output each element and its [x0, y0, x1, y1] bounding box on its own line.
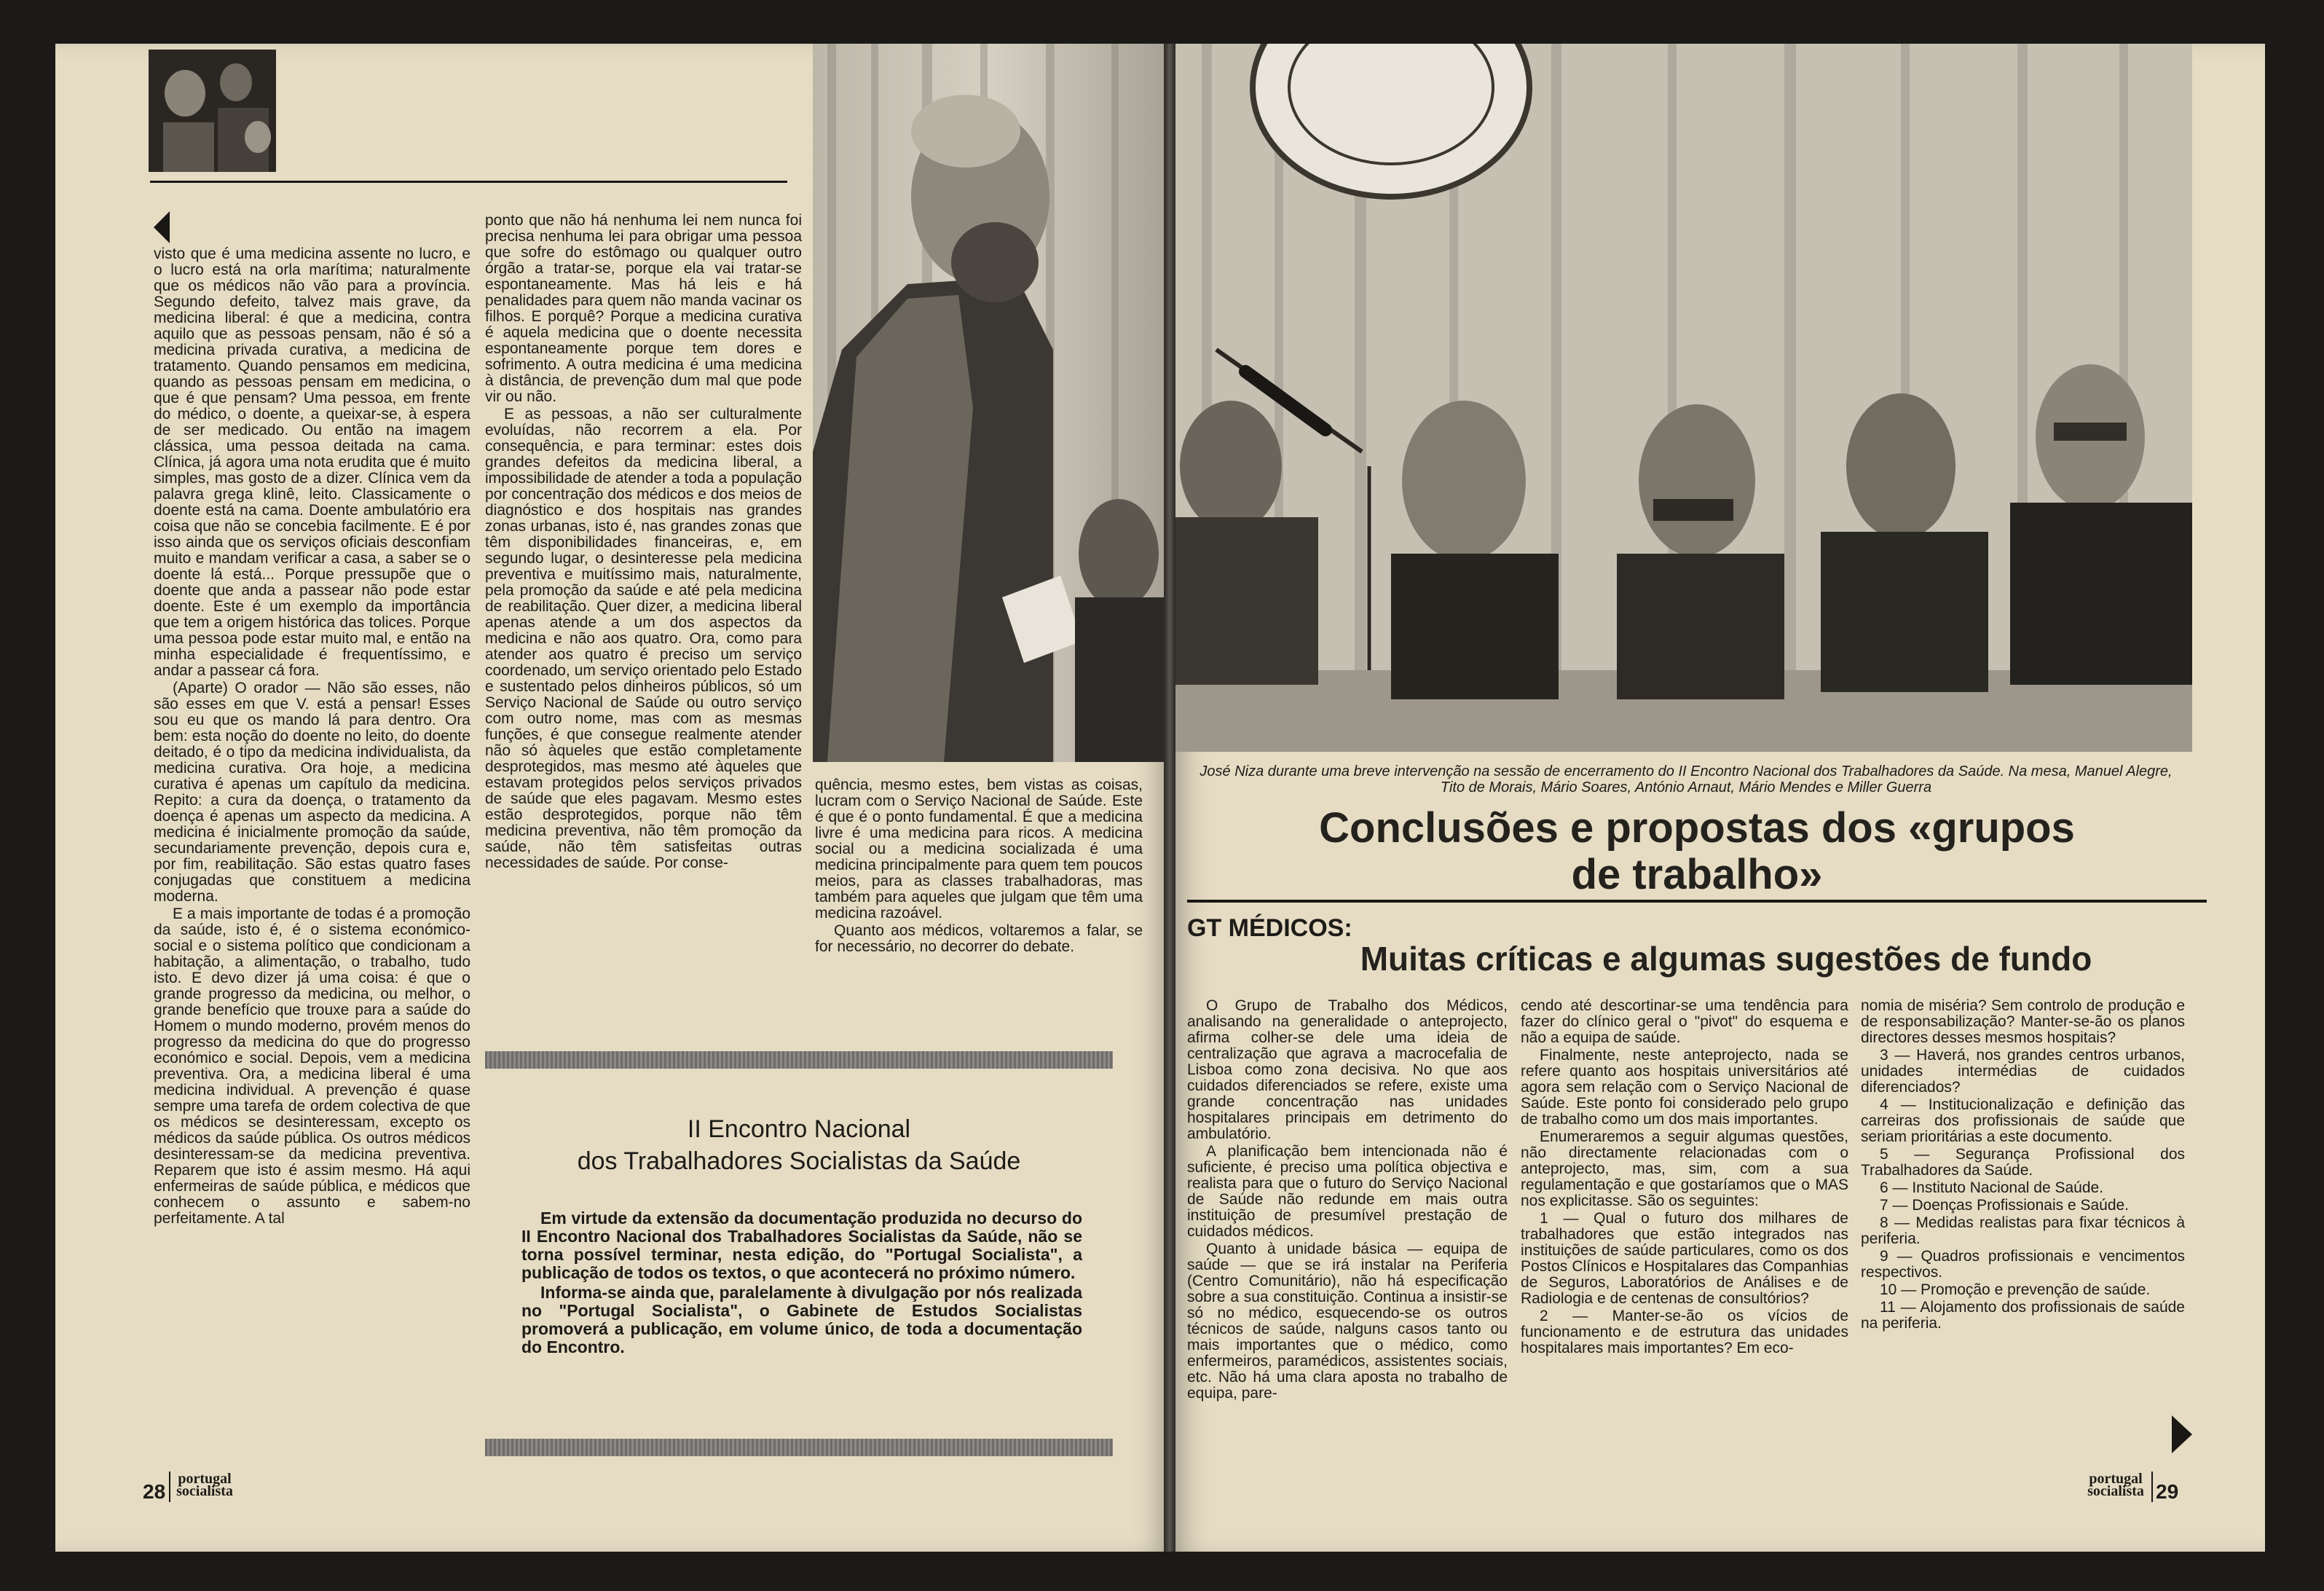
page-number-right: 29 [2156, 1480, 2179, 1503]
photo-caption: José Niza durante uma breve intervenção na sessão de encerramento do II Encontro Nacional dos Trabalhadores da Saúde. Na mesa, Manuel Alegre, Tito de Morais, Mário Soares, António Arnaut, Mário Mendes e Miller Guerra [1200, 763, 2173, 796]
right-col2-para-4: 1 — Qual o futuro dos milhares de trabalhadores que estão integrados nas instituições de saúde particulares, como os dos Postos Clínicos e Hospitalares das Companhias de Seguros, Laboratórios de Análises e de Radiologia e de centenas de consultórios? [1521, 1210, 1848, 1307]
box-title-line-1: II Encontro Nacional [687, 1115, 911, 1143]
right-col1-para-1: O Grupo de Trabalho dos Médicos, analisando na generalidade o anteprojecto, afirma colher-se dele uma ideia de centralização que agrava a macrocefalia de Lisboa como zona decisiva. No que aos cuidados diferenciados se refere, existe uma grande concentração nas unidades hospitalares principais em detrimento do ambulatório. [1187, 997, 1508, 1142]
right-col3-para-1: nomia de miséria? Sem controlo de produção e de responsabilização? Manter-se-ão os planos directores desses mesmos hospitais? [1861, 997, 2185, 1046]
box-para-1: Em virtude da extensão da documentação produzida no decurso do II Encontro Nacional dos Trabalhadores Socialistas da Saúde, não se torna possível terminar, nesta edição, do "Portugal Socialista", a publicação de todos os textos, o que acontecerá no próximo número. [521, 1209, 1082, 1282]
subheadline: Muitas críticas e algumas sugestões de fundo [1360, 940, 2092, 978]
small-photo [149, 50, 276, 172]
main-headline-line-1: Conclusões e propostas dos «grupos [1319, 804, 2075, 852]
right-col3-para-9: 10 — Promoção e prevenção de saúde. [1880, 1281, 2151, 1298]
right-col2-para-3: Enumeraremos a seguir algumas questões, não directamente relacionadas com o anteprojecto, mas, sim, com a sua regulamentação e que gostaríamos que o MAS nos explicitasse. São os seguintes: [1521, 1128, 1848, 1209]
box-title-line-2: dos Trabalhadores Socialistas da Saúde [577, 1147, 1021, 1175]
right-col1-para-2: A planificação bem intencionada não é suficiente, é preciso uma política objectiva e realista para que o futuro do Serviço Nacional de Saúde não redunde em mais outra instituição de presumível prestação de cuidados médicos. [1187, 1143, 1508, 1240]
main-headline [1173, 805, 2221, 898]
page-number-left: 28 [143, 1480, 166, 1503]
left-col1-para-2: (Aparte) O orador — Não são esses, não são esses em que V. está a pensar! Esses sou eu que os mando lá para dentro. Ora bem: esta noção do doente no leito, do doente deitado, é o tipo da medicina individualista, da medicina curativa. Ora hoje, a medicina curativa é apenas um capítulo da medicina. Repito: a cura da doença, o tratamento da doença é apenas um aspecto da medicina. A medicina é inicialmente promoção da saúde, secundariamente prevenção, depois cura e, por fim, reabilitação. São estas quatro fases conjugadas que constituem a medicina moderna. [154, 680, 470, 905]
right-col3-para-10: 11 — Alojamento dos profissionais de saúde na periferia. [1861, 1299, 2185, 1332]
headline-rule [1187, 900, 2207, 903]
spine [1164, 44, 1175, 1552]
box-bottom-band [485, 1439, 1113, 1456]
left-page [55, 44, 1170, 1552]
main-headline-line-2: de trabalho» [1571, 851, 1823, 898]
continue-arrow-left-icon [154, 211, 170, 243]
box-top-band [485, 1051, 1113, 1069]
right-col3-para-8: 9 — Quadros profissionais e vencimentos respectivos. [1861, 1248, 2185, 1281]
main-photo-left [813, 44, 1170, 762]
left-column-1 [154, 246, 470, 1506]
left-col3-para-1: quência, mesmo estes, bem vistas as coisas, lucram com o Serviço Nacional de Saúde. Este é que é o ponto fundamental. É que a medicina livre é uma medicina para ricos. A medicina social ou a medicina socializada é uma medicina principalmente para quem tem poucos meios, para as classes trabalhadoras, mas também para aqueles que julgam que têm uma medicina razoável. [815, 777, 1143, 922]
right-col3-para-3: 4 — Institucionalização e definição das carreiras dos profissionais de saúde que seriam prioritárias a este documento. [1861, 1096, 2185, 1145]
right-col3-para-4: 5 — Segurança Profissional dos Trabalhadores da Saúde. [1861, 1146, 2185, 1179]
small-photo-image [149, 50, 276, 172]
section-label: GT MÉDICOS: [1187, 914, 1352, 942]
right-column-1 [1187, 998, 1508, 1501]
right-column-2 [1521, 998, 1848, 1501]
left-column-2 [485, 213, 802, 1058]
box-title [485, 1113, 1113, 1177]
right-col2-para-1: cendo até descortinar-se uma tendência para fazer do clínico geral o "pivot" do esquema e não a equipa de saúde. [1521, 997, 1848, 1046]
right-col2-para-5: 2 — Manter-se-ão os vícios de funcionamento e de estrutura das unidades hospitalares mais importantes? Em eco- [1521, 1308, 1848, 1356]
right-col3-para-6: 7 — Doenças Profissionais e Saúde. [1880, 1197, 2130, 1214]
left-col1-para-3: E a mais importante de todas é a promoção da saúde, isto é, é o sistema económico-social e o sistema político que condicionam a habitação, a alimentação, o trabalho, tudo isto. E devo dizer já uma coisa: é que o grande progresso da medicina, ou melhor, o grande benefício que trouxe para a saúde do Homem o mundo moderno, provém menos do progresso da medicina do que do progresso económico e social. Depois, vem a medicina preventiva. Ora, a medicina liberal é uma medicina individual. A prevenção é quase sempre uma tarefa de ordem colectiva de que os médicos se desinteressam, excepto os médicos da saúde pública. Os outros médicos desinteressam-se da medicina preventiva. Reparem que isto é assim mesmo. Há aqui enfermeiras de saúde pública, e médicos que conhecem o assunto e sabem-no perfeitamente. A tal [154, 906, 470, 1227]
footer-divider-left [169, 1472, 170, 1502]
left-col2-para-2: E as pessoas, a não ser culturalmente evoluídas, não recorrem a ela. Por consequência, e para terminar: estes dois grandes defeitos da medicina liberal, a impossibilidade de atender a toda a população por concentração dos médicos e dos meios de diagnóstico e dos hospitais nas grandes zonas urbanas, isto é, nas grandes zonas que têm disponibilidades financeiras, e, em segundo lugar, o desinteresse pela medicina preventiva e muitíssimo mais, naturalmente, pela promoção da saúde e até pela medicina de reabilitação. Quer dizer, a medicina liberal apenas atende a um dos aspectos da medicina e não aos quatro. Ora, como para atender aos quatro é preciso um serviço coordenado, um serviço orientado pelo Estado e sustentado pelos dinheiros públicos, só um Serviço Nacional de Saúde ou outro serviço com outro nome, mas com as mesmas funções, é que consegue realmente atender não só àqueles que estão completamente desprotegidos, mas mesmo até àqueles que estavam protegidos pelos serviços privados de saúde que eles pagavam. Mesmo estes estão desprotegidos, porque não têm medicina preventiva, não têm promoção da saúde, não têm satisfeitas outras necessidades de saúde. Por conse- [485, 406, 802, 871]
footer-divider-right [2151, 1472, 2153, 1502]
magazine-logo-right: portugal socialista [2087, 1471, 2144, 1499]
box-para-2: Informa-se ainda que, paralelamente à divulgação por nós realizada no "Portugal Socialista", o Gabinete de Estudos Socialistas promoverá a publicação, em volume único, de toda a documentação do Encontro. [521, 1283, 1082, 1356]
left-col2-para-1: ponto que não há nenhuma lei nem nunca foi precisa nenhuma lei para obrigar uma pessoa que sofre do estômago ou qualquer outro órgão a tratar-se, porque ela vai tratar-se espontaneamente. Mas há leis e há penalidades para quem não manda vacinar os filhos. E porquê? Porque a medicina curativa é aquela medicina que o doente necessita espontaneamente porque tem dores e sofrimento. A outra medicina é uma medicina à distância, de prevenção dum mal que pode vir ou não. [485, 212, 802, 405]
right-col1-para-3: Quanto à unidade básica — equipa de saúde — que se irá instalar na Periferia (Centro Comunitário), não há especificação sobre a sua constituição. Continua a insistir-se só no médico, esquecendo-se os outros técnicos de saúde, nalguns casos tanto ou mais importantes que o médico, como enfermeiros, paramédicos, assistentes sociais, etc. Não há uma clara aposta no trabalho de equipa, pare- [1187, 1241, 1508, 1402]
right-col3-para-7: 8 — Medidas realistas para fixar técnicos à periferia. [1861, 1214, 2185, 1247]
main-photo-right [1173, 44, 2192, 752]
top-rule-left [150, 181, 787, 183]
right-col2-para-2: Finalmente, neste anteprojecto, nada se refere quanto aos hospitais universitários até agora sem relação com o Serviço Nacional de Saúde. Este ponto foi considerado pelo grupo de trabalho como um dos mais importantes. [1521, 1047, 1848, 1128]
box-text [521, 1209, 1082, 1358]
right-column-3 [1861, 998, 2185, 1464]
main-photo-left-image [813, 44, 1170, 762]
left-col3-para-2: Quanto aos médicos, voltaremos a falar, se for necessário, no decorrer do debate. [815, 922, 1143, 955]
right-col3-para-2: 3 — Haverá, nos grandes centros urbanos, unidades intermédias de cuidados diferenciados? [1861, 1047, 2185, 1096]
magazine-logo-left: portugal socialista [176, 1471, 233, 1499]
main-photo-right-image [1173, 44, 2192, 752]
left-column-3 [815, 777, 1143, 1061]
continue-arrow-right-icon [2172, 1415, 2192, 1453]
left-col1-para-1: visto que é uma medicina assente no lucro, e o lucro está na orla marítima; naturalmente que os médicos não vão para a província. Segundo defeito, talvez mais grave, da medicina liberal: é que a medicina, contra aquilo que as pessoas pensam, não é só a medicina privada curativa, a medicina de tratamento. Quando pensamos em medicina, quando as pessoas pensam em medicina, o que é que pensam? Uma pessoa, em frente do médico, o doente, a queixar-se, à espera de ser medicado. Ou então na imagem clássica, uma pessoa deitada na cama. Clínica, já agora uma nota erudita que é muito simples, mas gosto de a dizer. Clínica vem da palavra grega klinê, leito. Classicamente o doente está na cama. Doente ambulatório era coisa que não se concebia facilmente. E é por isso ainda que os serviços oficiais desconfiam muito e mandam verificar a casa, a saber se o doente lá está... Porque pressupõe que o doente que anda a passear não pode estar doente. Este é um exemplo da importância que tem a origem histórica das tolices. Porque uma pessoa pode estar muito mal, e então na minha especialidade é frequentíssimo, e andar a passear cá fora. [154, 245, 470, 679]
right-col3-para-5: 6 — Instituto Nacional de Saúde. [1880, 1179, 2104, 1196]
right-page [1173, 44, 2265, 1552]
